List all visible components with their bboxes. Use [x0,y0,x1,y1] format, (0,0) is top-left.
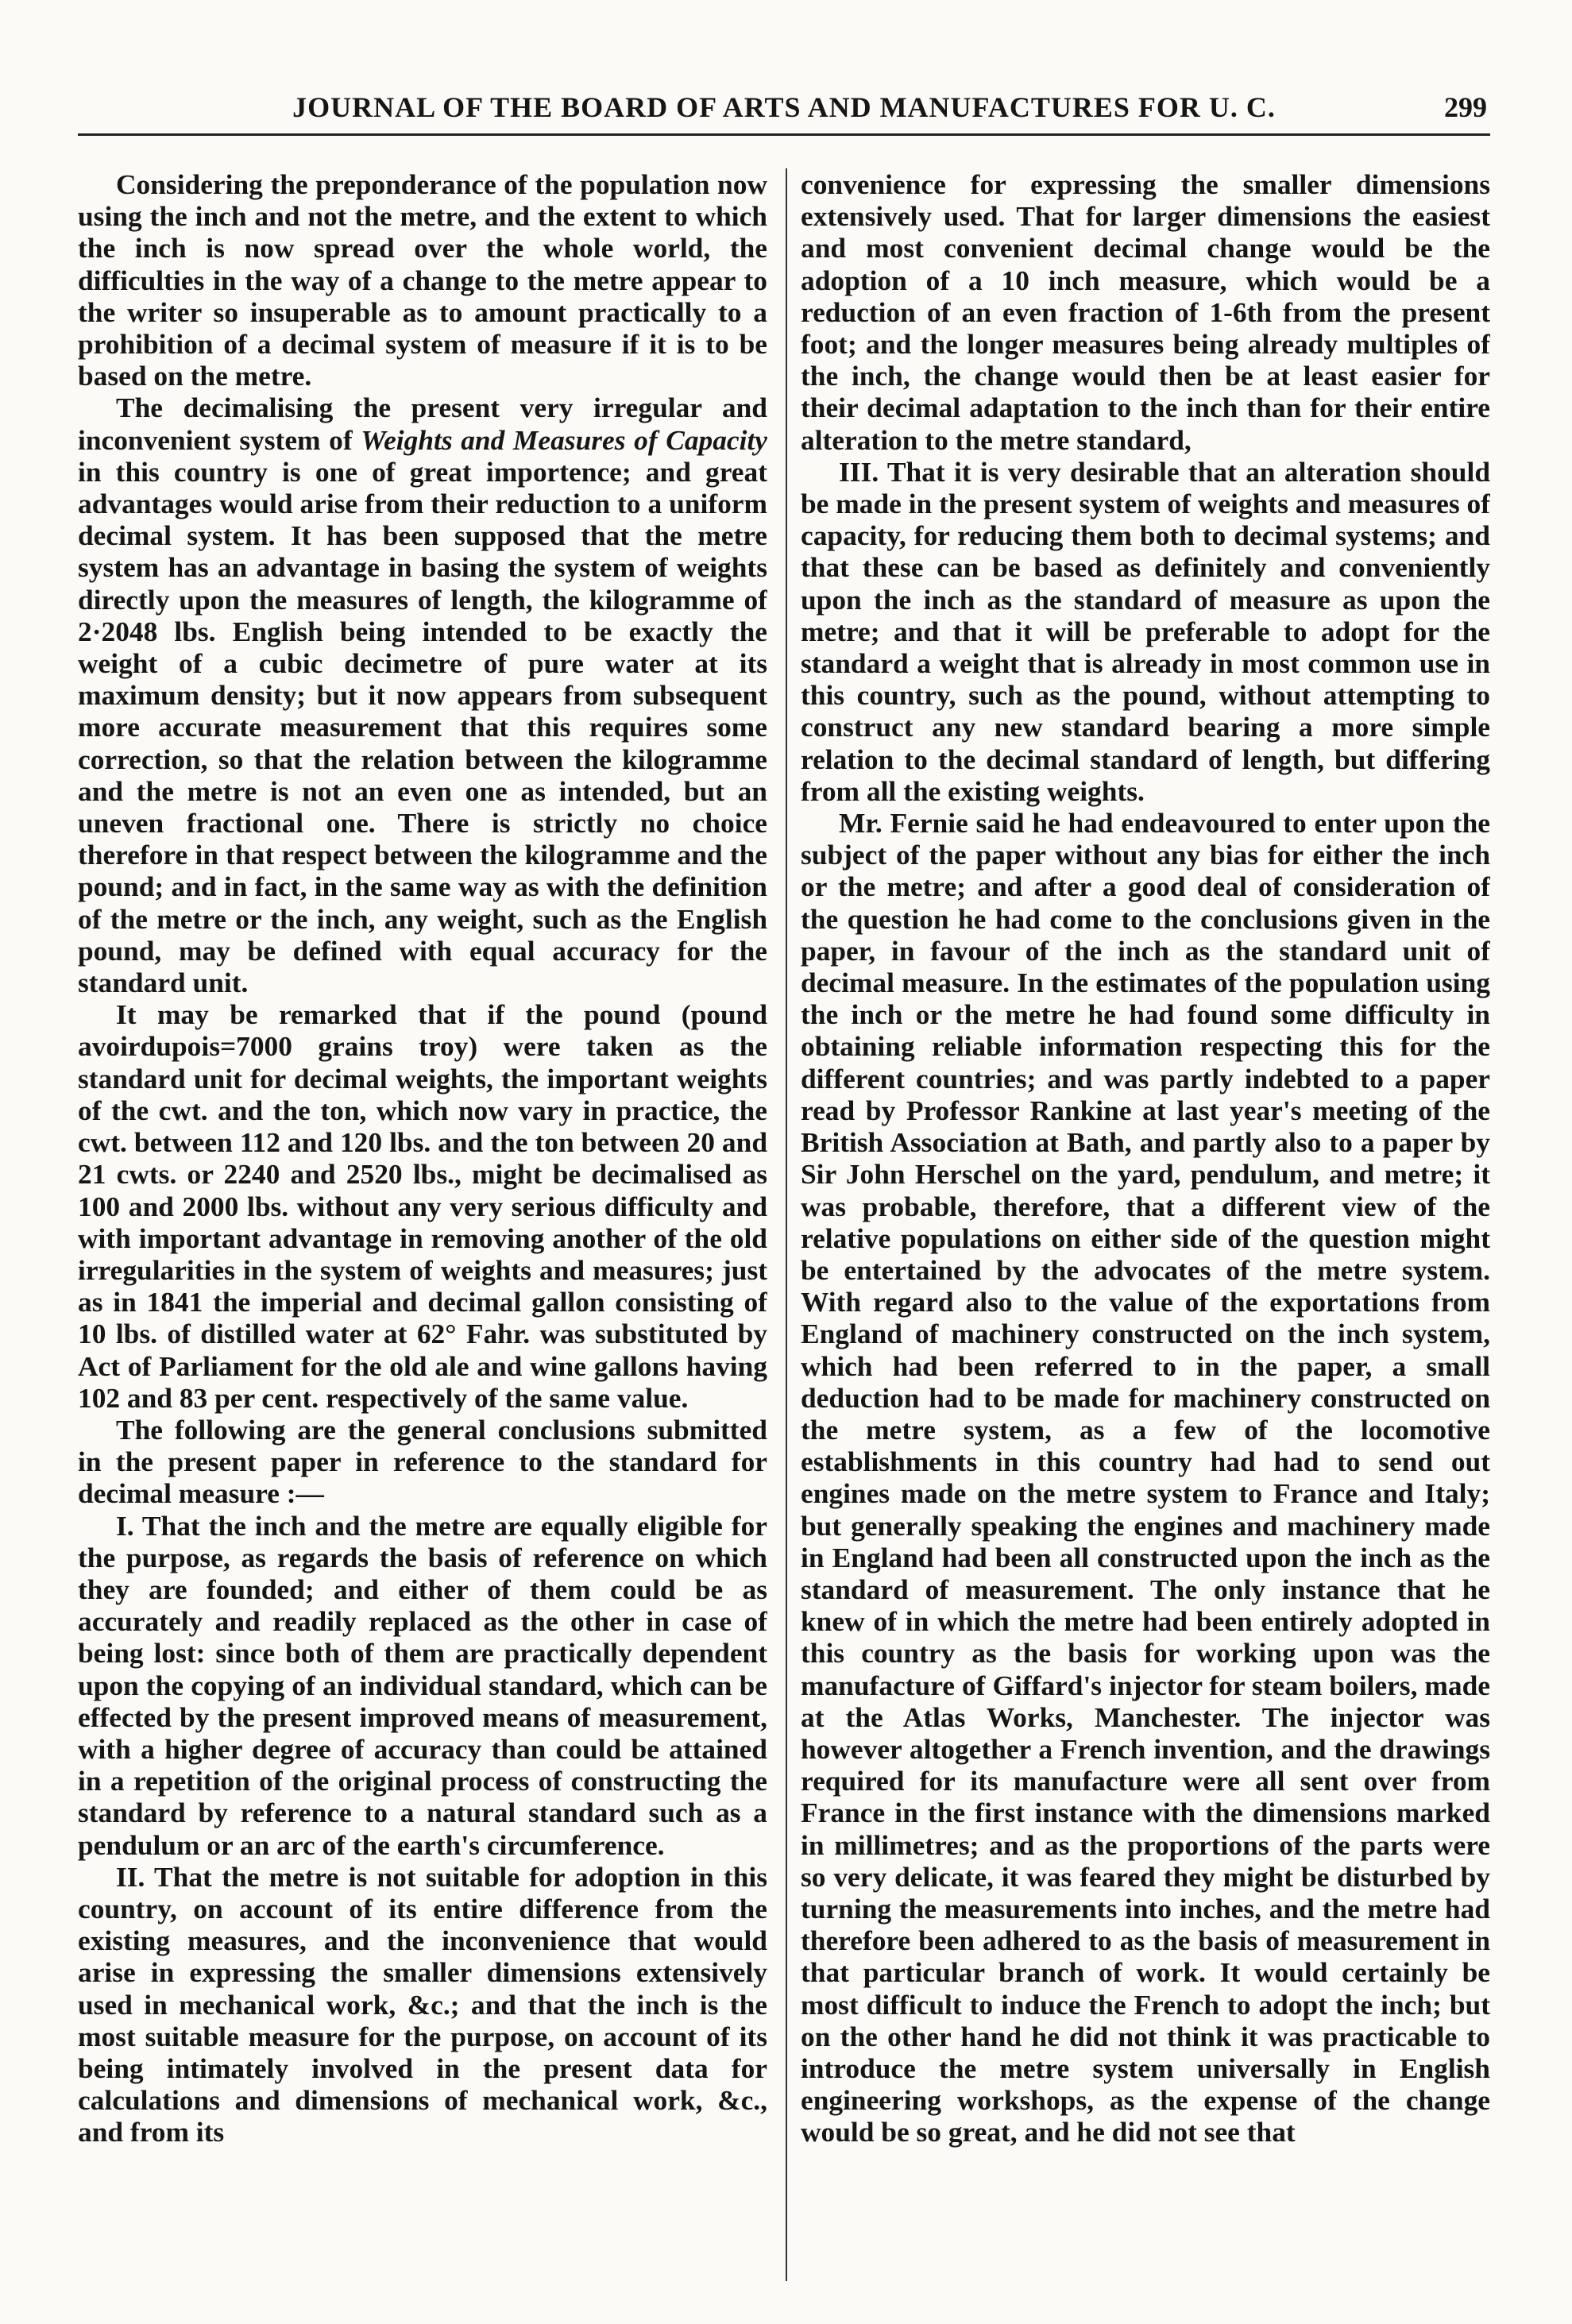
paragraph: III. That it is very desirable that an alteration should be made in the present system of weights and measures of capacity, for reducing them both to decimal systems; and that these can be based as definitely and conveniently upon the inch as the standard of measure as upon the metre; and that it will be preferable to adopt for the standard a weight that is already in most common use in this country, such as the pound, without attempting to construct any new standard bearing a more simple relation to the decimal standard of length, but differing from all the existing weights. [801,455,1490,807]
paragraph: convenience for expressing the smaller dimensions extensively used. That for larger dimensions the easiest and most convenient decimal change would be the adoption of a 10 inch measure, which would be a reduction of an even fraction of 1-6th from the present foot; and the longer measures being already multiples of the inch, the change would then be at least easier for their decimal adaptation to the inch than for their entire alteration to the metre standard, [801,168,1490,456]
paragraph: It may be remarked that if the pound (pound avoirdupois=7000 grains troy) were taken as the standard unit for decimal weights, the important weights of the cwt. and the ton, which now vary in practice, the cwt. between 112 and 120 lbs. and the ton between 20 and 21 cwts. or 2240 and 2520 lbs., might be decimalised as 100 and 2000 lbs. without any very serious difficulty and with important advantage in removing another of the old irregularities in the system of weights and measures; just as in 1841 the imperial and decimal gallon consisting of 10 lbs. of distilled water at 62° Fahr. was substituted by Act of Parliament for the old ale and wine gallons having 102 and 83 per cent. respectively of the same value. [78,998,767,1414]
page-header [78,83,1490,136]
page-number: 299 [1444,91,1487,123]
paragraph: I. That the inch and the metre are equally eligible for the purpose, as regards the basis of reference on which they are founded; and either of them could be as accurately and readily replaced as the other in case of being lost: since both of them are practically dependent upon the copying of an individual standard, which can be effected by the present improved means of measurement, with a higher degree of accuracy than could be attained in a repetition of the original process of constructing the standard by reference to a natural standard such as a pendulum or an arc of the earth's circumference. [78,1509,767,1861]
paragraph: The following are the general conclusions submitted in the present paper in reference to the standard for decimal measure :— [78,1413,767,1510]
paragraph: II. That the metre is not suitable for adoption in this country, on account of its entire difference from the existing measures, and the inconvenience that would arise in expressing the smaller dimensions extensively used in mechanical work, &c.; and that the inch is the most suitable measure for the purpose, on account of its being intimately involved in the present data for calculations and dimensions of mechanical work, &c., and from its [78,1860,767,2148]
left-column [78,168,767,2281]
italic-phrase: Weights and Measures of Capacity [361,423,767,456]
paragraph-text: The decimalising the present very irregular and inconvenient system of [78,392,767,456]
paragraph: Considering the preponderance of the population now using the inch and not the metre, and the extent to which the inch is now spread over the whole world, the difficulties in the way of a change to the metre appear to the writer so insuperable as to amount practically to a prohibition of a decimal system of measure if it is to be based on the metre. [78,168,767,392]
paragraph-text: in this country is one of great importence; and great advantages would arise from their reduction to a uniform decimal system. It has been supposed that the metre system has an advantage in basing the system of weights directly upon the measures of length, the kilogramme of 2·2048 lbs. English being intended to be exactly the weight of a cubic decimetre of pure water at its maximum density; but it now appears from subsequent more accurate measurement that this requires some correction, so that the relation between the kilogramme and the metre is not an even one as intended, but an uneven fractional one. There is strictly no choice therefore in that respect between the kilogramme and the pound; and in fact, in the same way as with the definition of the metre or the inch, any weight, such as the English pound, may be defined with equal accuracy for the standard unit. [78,455,767,999]
paragraph [78,392,767,998]
text-columns [78,168,1490,2281]
paragraph: Mr. Fernie said he had endeavoured to enter upon the subject of the paper without any bias for either the inch or the metre; and after a good deal of consideration of the question he had come to the conclusions given in the paper, in favour of the inch as the standard unit of decimal measure. In the estimates of the population using the inch or the metre he had found some difficulty in obtaining reliable information respecting this for the different countries; and was partly indebted to a paper read by Professor Rankine at last year's meeting of the British Association at Bath, and partly also to a paper by Sir John Herschel on the yard, pendulum, and metre; it was probable, therefore, that a different view of the relative populations on either side of the question might be entertained by the advocates of the metre system. With regard also to the value of the exportations from England of machinery constructed on the inch system, which had been referred to in the paper, a small deduction had to be made for machinery constructed on the metre system, as a few of the locomotive establishments in this country had had to send out engines made on the metre system to France and Italy; but generally speaking the engines and machinery made in England had been all constructed upon the inch as the standard of measurement. The only instance that he knew of in which the metre had been entirely adopted in this country as the basis for working upon was the manufacture of Giffard's injector for steam boilers, made at the Atlas Works, Manchester. The injector was however altogether a French invention, and the drawings required for its manufacture were all sent over from France in the first instance with the dimensions marked in millimetres; and as the proportions of the parts were so very delicate, it was feared they might be disturbed by turning the measurements into inches, and the metre had therefore been adhered to as the basis of measurement in that particular branch of work. It would certainly be most difficult to induce the French to adopt the inch; but on the other hand he did not think it was practicable to introduce the metre system universally in English engineering workshops, as the expense of the change would be so great, and he did not see that [801,807,1490,2148]
column-divider [786,168,787,2281]
right-column [801,168,1490,2281]
running-title: JOURNAL OF THE BOARD OF ARTS AND MANUFACTURES FOR U. C. [292,91,1276,123]
